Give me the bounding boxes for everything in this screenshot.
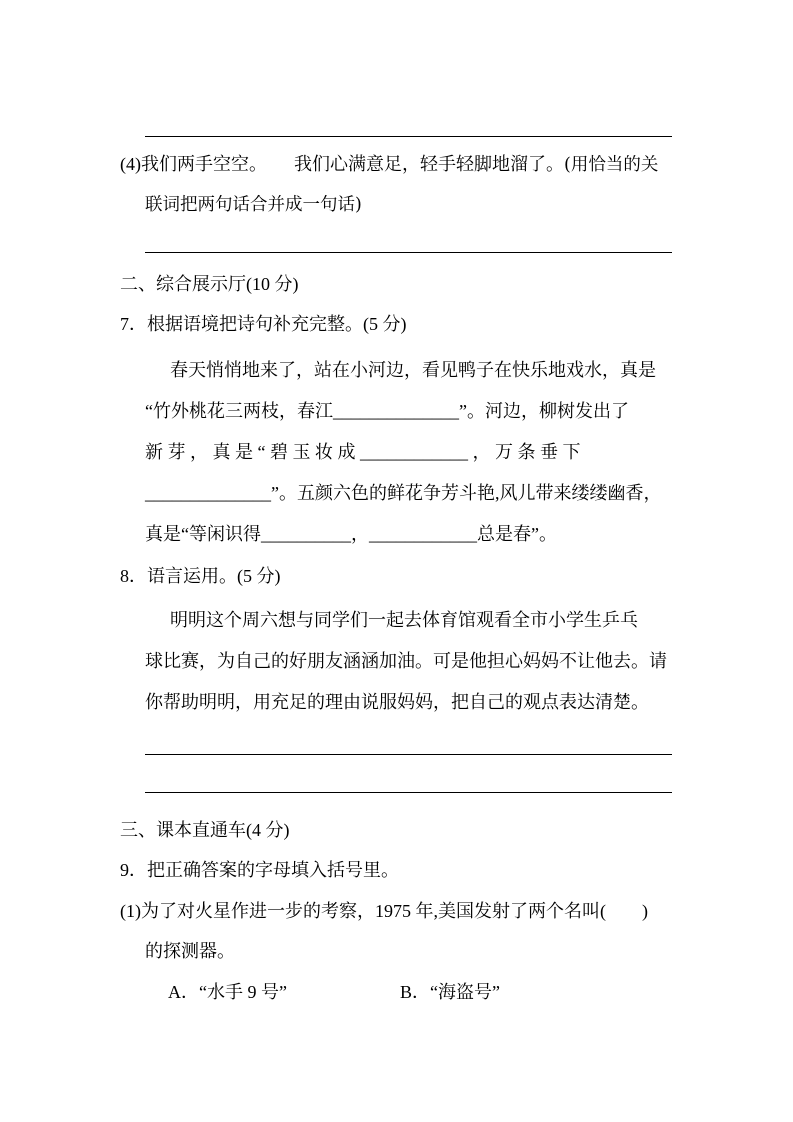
answer-blank-line-3 <box>145 730 672 755</box>
question-4-instruction-part-1: (用恰当的关 <box>564 155 659 175</box>
question-7-paragraph-line-1: 春天悄悄地来了，站在小河边，看见鸭子在快乐地戏水，真是 <box>170 360 656 380</box>
question-7-paragraph-line-2: “竹外桃花三两枝，春江______________”。河边，柳树发出了 <box>145 401 629 421</box>
question-9-title: 9．把正确答案的字母填入括号里。 <box>120 860 399 880</box>
section-2-heading: 二、综合展示厅(10 分) <box>120 274 299 294</box>
question-7-title: 7．根据语境把诗句补充完整。(5 分) <box>120 314 407 334</box>
question-7-paragraph-line-5: 真是“等闲识得__________，____________总是春”。 <box>145 524 557 544</box>
section-3-heading: 三、课本直通车(4 分) <box>120 820 290 840</box>
question-4-line-2 <box>145 190 362 219</box>
question-4-instruction-part-2: 联词把两句话合并成一句话) <box>145 195 362 215</box>
question-4-text: (4)我们两手空空。 我们心满意足，轻手轻脚地溜了。 <box>120 154 564 174</box>
question-9-sub-1-line-2: 的探测器。 <box>145 941 235 961</box>
answer-blank-line-4 <box>145 768 672 793</box>
question-8-paragraph-line-2: 球比赛，为自己的好朋友涵涵加油。可是他担心妈妈不让他去。请 <box>145 651 667 671</box>
question-8-paragraph-line-1: 明明这个周六想与同学们一起去体育馆观看全市小学生乒乓 <box>170 610 638 630</box>
question-8-title: 8．语言运用。(5 分) <box>120 566 281 586</box>
question-9-option-a: A．“水手 9 号” <box>168 982 287 1002</box>
question-9-option-b: B．“海盗号” <box>400 982 500 1002</box>
question-8-paragraph-line-3: 你帮助明明，用充足的理由说服妈妈，把自己的观点表达清楚。 <box>145 692 649 712</box>
question-4-line-1 <box>120 150 658 179</box>
question-7-paragraph-line-3: 新 芽 ， 真 是 “ 碧 玉 妆 成 ____________ ， 万 条 垂 下 <box>145 442 581 462</box>
answer-blank-line-1 <box>145 112 672 137</box>
question-9-sub-1-line-1: (1)为了对火星作进一步的考察，1975 年,美国发射了两个名叫( ) <box>120 901 648 921</box>
question-7-paragraph-line-4: ______________”。五颜六色的鲜花争芳斗艳,风儿带来缕缕幽香， <box>145 483 662 503</box>
answer-blank-line-2 <box>145 228 672 253</box>
